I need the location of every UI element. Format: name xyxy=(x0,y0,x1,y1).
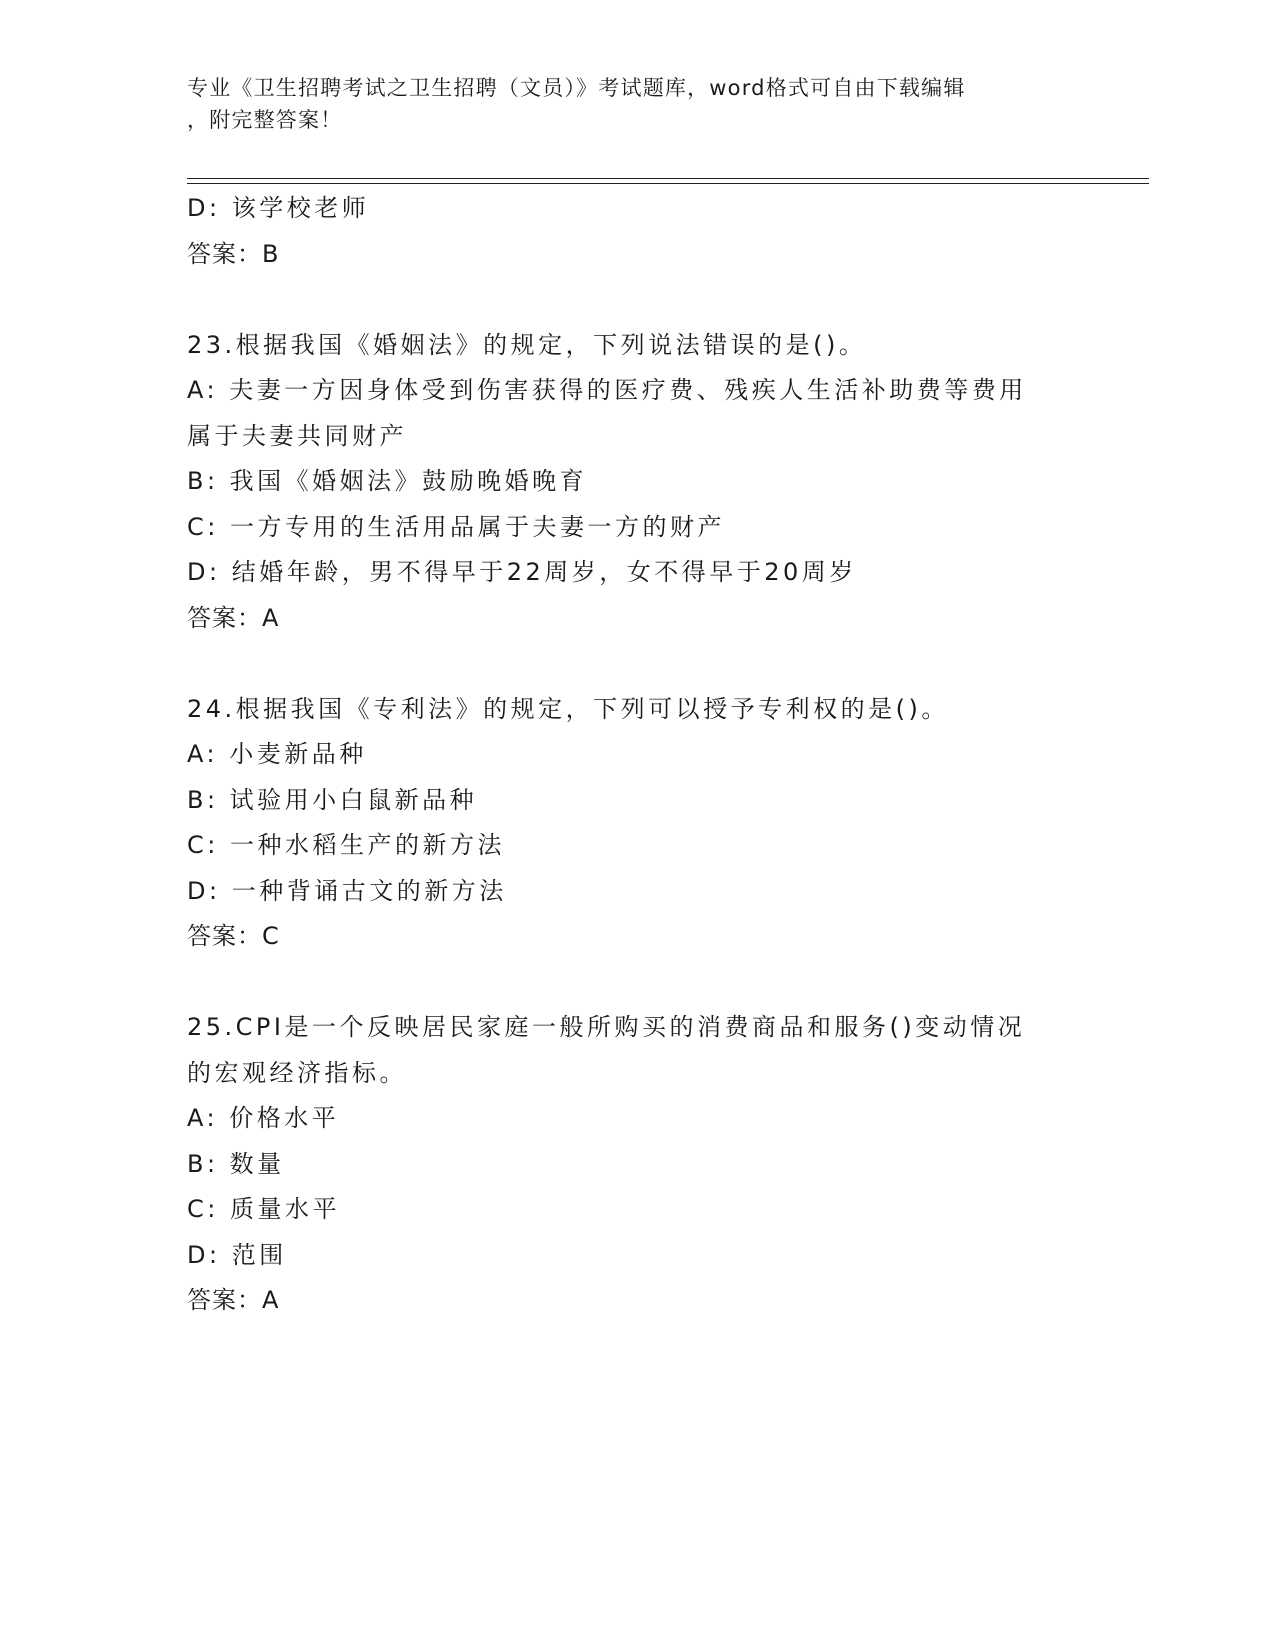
option-a: A: 小麦新品种 xyxy=(187,740,367,768)
header-line-1: 专业《卫生招聘考试之卫生招聘（文员）》考试题库，word格式可自由下载编辑 xyxy=(187,76,966,100)
spacer xyxy=(187,960,1087,1006)
option-a-line-1: A: 夫妻一方因身体受到伤害获得的医疗费、残疾人生活补助费等费用 xyxy=(187,376,1027,404)
option-b: B: 试验用小白鼠新品种 xyxy=(187,785,478,814)
spacer xyxy=(187,277,1087,323)
option-d: D: 范围 xyxy=(187,1240,287,1269)
option-b: B: 我国《婚姻法》鼓励晚婚晚育 xyxy=(187,467,588,495)
option-a: A: 价格水平 xyxy=(187,1104,340,1132)
option-d: D: 一种背诵古文的新方法 xyxy=(187,876,507,905)
question-24 xyxy=(187,687,1087,960)
document-body xyxy=(187,186,1087,1324)
question-22-tail xyxy=(187,186,1087,277)
question-23 xyxy=(187,323,1087,642)
option-b: B: 数量 xyxy=(187,1149,285,1178)
header-line-2: ，附完整答案！ xyxy=(187,108,343,132)
question-stem-line-1: 25.CPI是一个反映居民家庭一般所购买的消费商品和服务()变动情况 xyxy=(187,1013,1026,1041)
option-c: C: 质量水平 xyxy=(187,1195,340,1223)
question-stem: 24.根据我国《专利法》的规定，下列可以授予专利权的是()。 xyxy=(187,694,949,723)
option-a-line-2: 属于夫妻共同财产 xyxy=(187,421,407,450)
header-rule-top xyxy=(187,178,1149,179)
option-d: D: 结婚年龄，男不得早于22周岁，女不得早于20周岁 xyxy=(187,558,857,586)
spacer xyxy=(187,641,1087,687)
answer: 答案：A xyxy=(187,603,280,632)
option-d: D: 该学校老师 xyxy=(187,194,370,222)
header-rule-bottom xyxy=(187,183,1149,184)
option-c: C: 一方专用的生活用品属于夫妻一方的财产 xyxy=(187,512,725,541)
question-stem-line-2: 的宏观经济指标。 xyxy=(187,1058,407,1087)
answer: 答案：B xyxy=(187,239,280,268)
document-header xyxy=(187,72,1067,136)
answer: 答案：A xyxy=(187,1286,280,1314)
question-25 xyxy=(187,1005,1087,1324)
question-stem: 23.根据我国《婚姻法》的规定，下列说法错误的是()。 xyxy=(187,330,867,359)
option-c: C: 一种水稻生产的新方法 xyxy=(187,831,505,859)
answer: 答案：C xyxy=(187,922,280,950)
